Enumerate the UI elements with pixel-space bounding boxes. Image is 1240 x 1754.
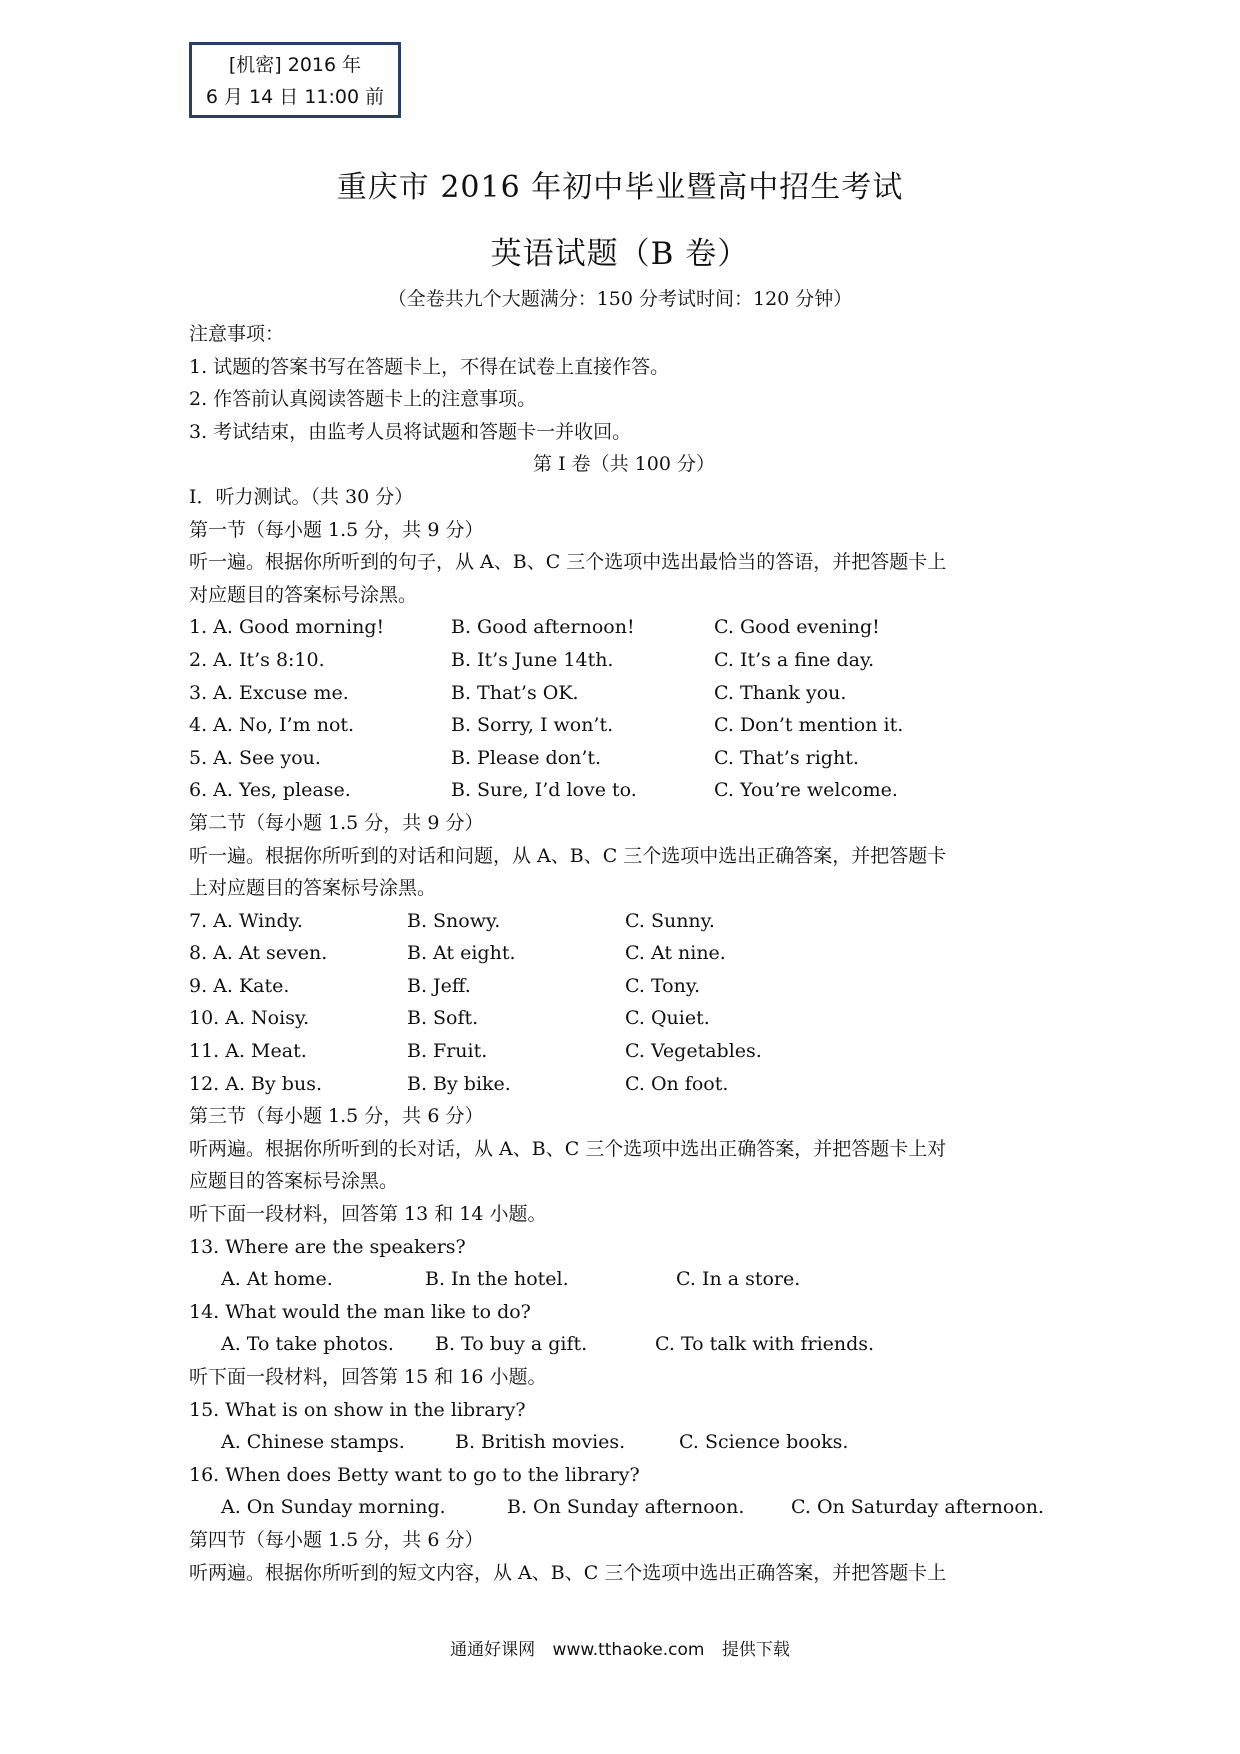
option-c: C. Vegetables. — [625, 1040, 762, 1063]
option-a: A. At home. — [221, 1268, 333, 1291]
option-a: 10. A. Noisy. — [189, 1007, 310, 1030]
option-c: C. Thank you. — [714, 681, 847, 704]
notes-heading: 注意事项： — [189, 323, 285, 345]
question-row — [189, 970, 1059, 1003]
part-title: 第 I 卷（共 100 分） — [533, 453, 715, 476]
sec3-instructions: 听两遍。根据你所听到的长对话，从 A、B、C 三个选项中选出正确答案，并把答题卡上对 — [189, 1137, 947, 1160]
question-row — [189, 644, 1059, 677]
option-a: 11. A. Meat. — [189, 1040, 307, 1063]
sec1-instructions: 听一遍。根据你所听到的句子，从 A、B、C 三个选项中选出最恰当的答语，并把答题卡上 — [189, 551, 947, 574]
note-item: 3. 考试结束，由监考人员将试题和答题卡一并收回。 — [189, 420, 632, 443]
option-c: C. Quiet. — [625, 1007, 710, 1030]
option-b: B. In the hotel. — [425, 1268, 569, 1291]
option-a: 1. A. Good morning! — [189, 616, 385, 639]
option-c: C. Don’t mention it. — [714, 714, 904, 737]
confidential-line-1: [机密] 2016 年 — [228, 54, 362, 76]
sec4-heading: 第四节（每小题 1.5 分，共 6 分） — [189, 1528, 484, 1551]
question-row — [189, 1002, 1059, 1035]
passage-intro: 听下面一段材料，回答第 13 和 14 小题。 — [189, 1203, 547, 1226]
option-b: B. Fruit. — [407, 1040, 488, 1063]
question-row — [189, 937, 1059, 970]
question-row — [189, 709, 1059, 742]
option-c: C. You’re welcome. — [714, 779, 898, 802]
question-row — [189, 1068, 1059, 1101]
note-item: 1. 试题的答案书写在答题卡上，不得在试卷上直接作答。 — [189, 355, 670, 378]
sec4-instructions: 听两遍。根据你所听到的短文内容，从 A、B、C 三个选项中选出正确答案，并把答题卡上 — [189, 1561, 947, 1584]
option-c: C. Good evening! — [714, 616, 880, 639]
confidential-line-2: 6 月 14 日 11:00 前 — [205, 86, 385, 108]
option-b: B. By bike. — [407, 1072, 511, 1095]
footer-url[interactable]: www.tthaoke.com — [552, 1640, 705, 1660]
question-row — [189, 905, 1059, 938]
option-a: 3. A. Excuse me. — [189, 681, 349, 704]
option-c: C. Science books. — [679, 1431, 849, 1454]
option-c: C. Tony. — [625, 974, 701, 997]
option-b: B. Please don’t. — [451, 746, 602, 769]
option-b: B. Sorry, I won’t. — [451, 714, 614, 737]
confidential-stamp-box — [189, 42, 401, 118]
question-stem: 14. What would the man like to do? — [189, 1300, 531, 1323]
option-a: 8. A. At seven. — [189, 942, 328, 965]
option-b: B. On Sunday afternoon. — [507, 1496, 745, 1519]
question-row — [189, 1035, 1059, 1068]
option-a: 7. A. Windy. — [189, 909, 303, 932]
passage-intro: 听下面一段材料，回答第 15 和 16 小题。 — [189, 1366, 547, 1388]
sec2-instructions: 听一遍。根据你所听到的对话和问题，从 A、B、C 三个选项中选出正确答案，并把答题卡 — [189, 844, 947, 867]
exam-title: 重庆市 2016 年初中毕业暨高中招生考试 — [336, 170, 904, 205]
option-b: B. Jeff. — [407, 974, 471, 997]
sec1-instructions-cont: 对应题目的答案标号涂黑。 — [189, 583, 418, 606]
question-row — [189, 1426, 1059, 1459]
question-row — [189, 1491, 1059, 1524]
question-stem: 13. Where are the speakers? — [189, 1235, 466, 1258]
sec1-heading: 第一节（每小题 1.5 分，共 9 分） — [189, 518, 484, 541]
sec2-heading: 第二节（每小题 1.5 分，共 9 分） — [189, 811, 484, 834]
question-stem: 15. What is on show in the library? — [189, 1398, 526, 1421]
option-c: C. At nine. — [625, 942, 726, 965]
option-c: C. In a store. — [676, 1268, 801, 1291]
sec3-heading: 第三节（每小题 1.5 分，共 6 分） — [189, 1105, 484, 1128]
question-row — [189, 1328, 1059, 1361]
section-title: I．听力测试。（共 30 分） — [189, 485, 414, 508]
option-b: B. Snowy. — [407, 909, 501, 932]
option-b: B. Good afternoon! — [451, 616, 635, 639]
option-c: C. That’s right. — [714, 746, 859, 769]
question-row — [189, 742, 1059, 775]
option-a: 9. A. Kate. — [189, 974, 290, 997]
exam-subtitle: 英语试题（B 卷） — [490, 236, 750, 272]
note-item: 2. 作答前认真阅读答题卡上的注意事项。 — [189, 388, 537, 411]
option-b: B. It’s June 14th. — [451, 648, 614, 671]
option-c: C. On Saturday afternoon. — [791, 1496, 1045, 1519]
option-b: B. At eight. — [407, 942, 516, 965]
option-a: A. Chinese stamps. — [221, 1431, 405, 1454]
option-b: B. British movies. — [455, 1431, 626, 1454]
question-row — [189, 677, 1059, 710]
question-row — [189, 1263, 1059, 1296]
option-a: 6. A. Yes, please. — [189, 779, 351, 802]
option-c: C. On foot. — [625, 1072, 729, 1095]
sec3-instructions-cont: 应题目的答案标号涂黑。 — [189, 1170, 399, 1193]
option-c: C. Sunny. — [625, 909, 715, 932]
option-a: 5. A. See you. — [189, 746, 321, 769]
option-c: C. To talk with friends. — [655, 1333, 875, 1356]
option-a: A. To take photos. — [221, 1333, 394, 1356]
footer-suffix: 提供下载 — [721, 1640, 790, 1660]
option-a: 4. A. No, I’m not. — [189, 714, 355, 737]
question-row — [189, 611, 1059, 644]
option-b: B. That’s OK. — [451, 681, 579, 704]
page-footer — [0, 1635, 1240, 1660]
option-b: B. Soft. — [407, 1007, 479, 1030]
option-a: 2. A. It’s 8:10. — [189, 648, 325, 671]
sec2-instructions-cont: 上对应题目的答案标号涂黑。 — [189, 877, 437, 900]
option-b: B. Sure, I’d love to. — [451, 779, 637, 802]
option-c: C. It’s a fine day. — [714, 648, 875, 671]
footer-site-name: 通通好课网 — [450, 1640, 536, 1660]
question-stem: 16. When does Betty want to go to the library? — [189, 1463, 640, 1486]
option-b: B. To buy a gift. — [435, 1333, 588, 1356]
option-a: A. On Sunday morning. — [221, 1496, 446, 1519]
question-row — [189, 774, 1059, 807]
exam-content — [189, 318, 1059, 1589]
option-a: 12. A. By bus. — [189, 1072, 322, 1095]
exam-info: （全卷共九个大题满分：150 分考试时间：120 分钟） — [387, 288, 853, 310]
